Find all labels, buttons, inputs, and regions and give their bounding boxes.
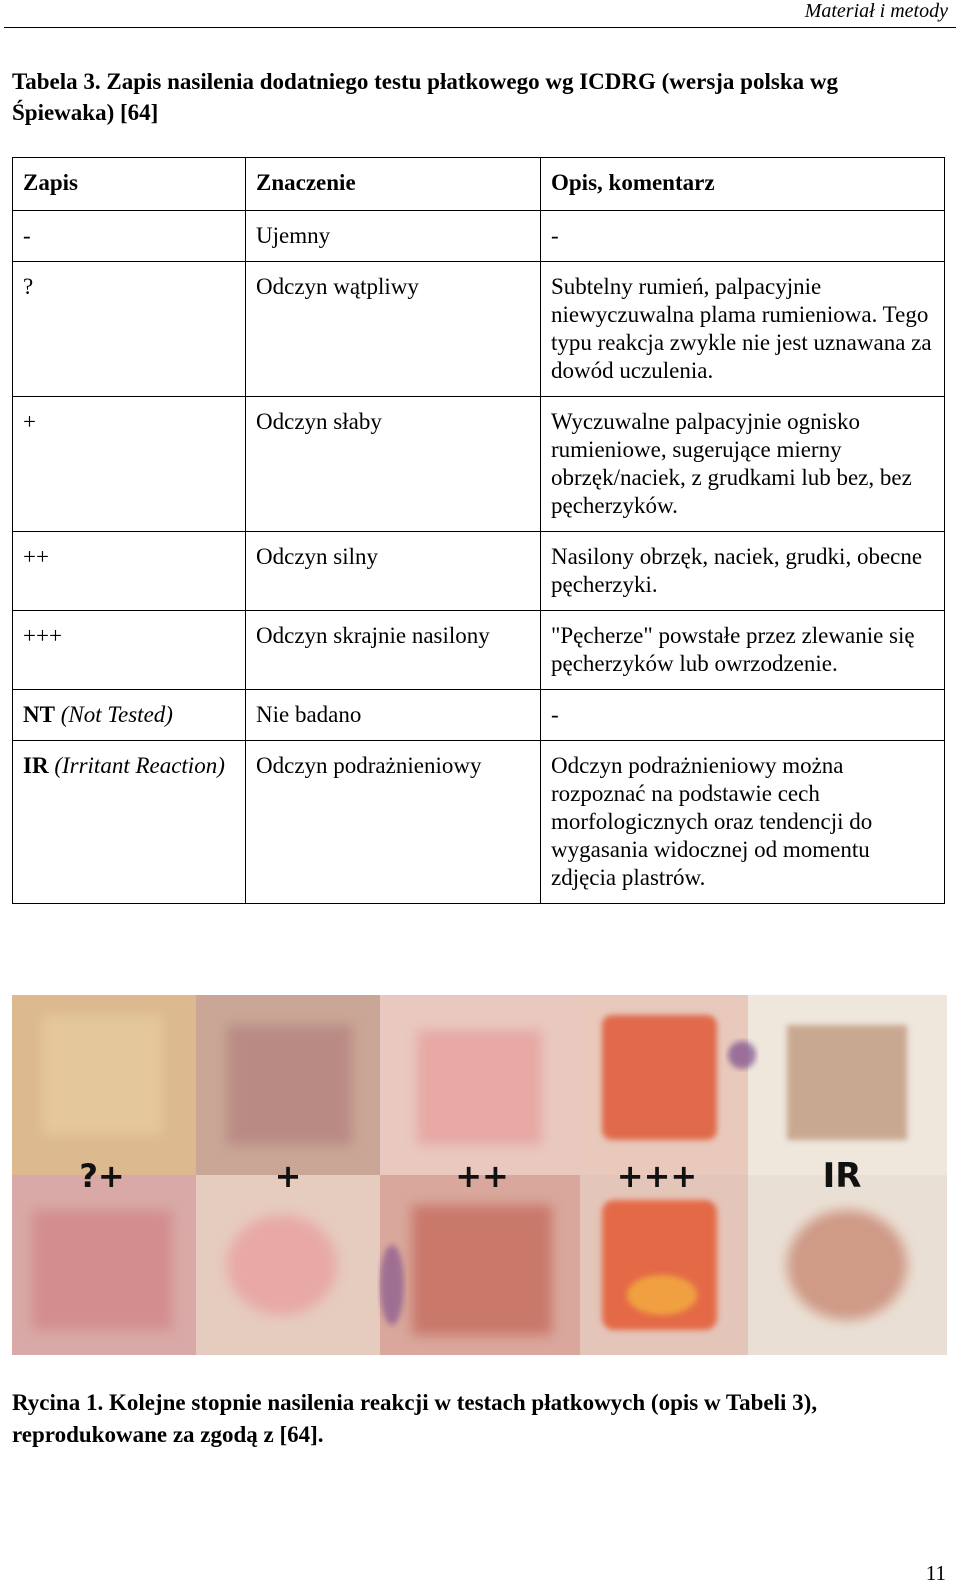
grade-label: +++ [616, 1157, 698, 1195]
table-row [13, 262, 945, 397]
grade-label: ?+ [79, 1157, 125, 1195]
lesion-doubtful-top [42, 1015, 162, 1135]
lesion-strong-bottom [412, 1205, 552, 1335]
lesion-extreme-top [602, 1015, 717, 1140]
page-number: 11 [925, 1561, 946, 1585]
patch-test-photo-grid [12, 995, 947, 1355]
code: NT [23, 702, 55, 727]
description-cell: Nasilony obrzęk, naciek, grudki, obecne pęcherzyki. [541, 532, 945, 611]
meaning-cell: Odczyn wątpliwy [246, 262, 541, 397]
description-cell: "Pęcherze" powstałe przez zlewanie się pęcherzyków lub owrzodzenie. [541, 611, 945, 690]
header-zapis: Zapis [13, 158, 246, 211]
code-cell [13, 611, 246, 690]
table-caption: Tabela 3. Zapis nasilenia dodatniego testu płatkowego wg ICDRG (wersja polska wg Śpiewaka) [64] [12, 69, 838, 125]
purple-mark [728, 1041, 756, 1069]
figure-caption: Rycina 1. Kolejne stopnie nasilenia reakcji w testach płatkowych (opis w Tabeli 3), reprodukowane za zgodą z [64]. [12, 1390, 818, 1447]
running-header: Materiał i metody [804, 0, 948, 22]
meaning-cell: Odczyn skrajnie nasilony [246, 611, 541, 690]
description-cell: - [541, 211, 945, 262]
lesion-weak-bottom [227, 1215, 337, 1315]
code: + [23, 409, 36, 434]
code-note: (Not Tested) [60, 702, 173, 727]
table-row [13, 690, 945, 741]
grade-label: + [274, 1157, 302, 1195]
table-row [13, 397, 945, 532]
header-opis: Opis, komentarz [541, 158, 945, 211]
code-cell [13, 741, 246, 904]
table-header-row [13, 158, 945, 211]
code: IR [23, 753, 49, 778]
code-cell [13, 690, 246, 741]
table-row [13, 611, 945, 690]
description-cell: Odczyn podrażnieniowy można rozpoznać na podstawie cech morfologicznych oraz tendencji do wygasania widocznej od momentu zdjęcia plastrów. [541, 741, 945, 904]
header-znaczenie: Znaczenie [246, 158, 541, 211]
grade-label: IR [822, 1156, 862, 1196]
meaning-cell: Odczyn silny [246, 532, 541, 611]
reaction-scale-table [12, 157, 945, 904]
code: ? [23, 274, 34, 299]
code-cell [13, 211, 246, 262]
code-cell [13, 532, 246, 611]
description-cell: Wyczuwalne palpacyjnie ognisko rumieniowe, sugerujące mierny obrzęk/naciek, z grudkami lub bez, bez pęcherzyków. [541, 397, 945, 532]
code: - [23, 223, 31, 248]
lesion-weak-top [227, 1025, 352, 1145]
grade-label: ++ [455, 1157, 509, 1195]
code: +++ [23, 623, 62, 648]
meaning-cell: Odczyn słaby [246, 397, 541, 532]
header-rule [4, 27, 956, 28]
meaning-cell: Odczyn podrażnieniowy [246, 741, 541, 904]
code-cell [13, 397, 246, 532]
description-cell: Subtelny rumień, palpacyjnie niewyczuwalna plama rumieniowa. Tego typu reakcja zwykle nie jest uznawana za dowód uczulenia. [541, 262, 945, 397]
crust-spot [627, 1275, 697, 1315]
lesion-irritant-bottom [787, 1210, 907, 1320]
table-row [13, 741, 945, 904]
meaning-cell: Ujemny [246, 211, 541, 262]
lesion-irritant-top [787, 1025, 907, 1140]
description-cell: - [541, 690, 945, 741]
meaning-cell: Nie badano [246, 690, 541, 741]
table-row [13, 211, 945, 262]
lesion-strong-top [417, 1030, 542, 1145]
code-cell [13, 262, 246, 397]
purple-mark [380, 1245, 404, 1325]
patch-test-figure [12, 995, 947, 1355]
code: ++ [23, 544, 49, 569]
lesion-doubtful-bottom [32, 1210, 172, 1330]
code-note: (Irritant Reaction) [54, 753, 225, 778]
table-row [13, 532, 945, 611]
